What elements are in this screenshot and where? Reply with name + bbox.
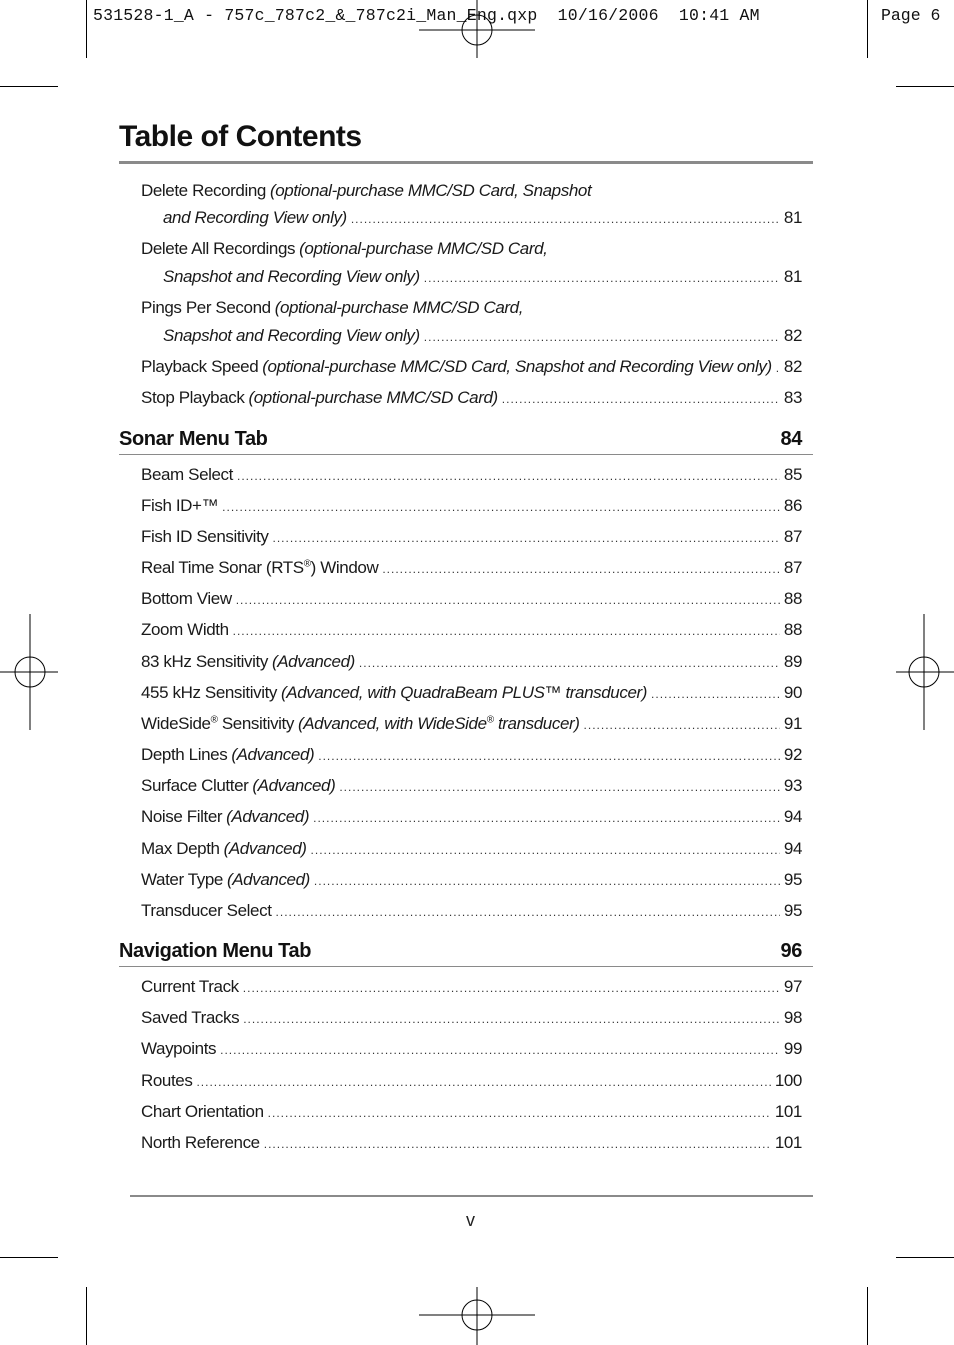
toc-entry-label: [141, 558, 378, 578]
dot-leader: [776, 361, 780, 375]
toc-page-number: 97: [783, 977, 802, 996]
dot-leader: [236, 593, 780, 607]
toc-entry[interactable]: [141, 1133, 802, 1153]
toc-page-number: 81: [783, 208, 802, 227]
toc-entry-note: (optional-purchase MMC/SD Card): [248, 388, 498, 407]
crop-mark: [86, 1287, 87, 1345]
toc-entry-label: Waypoints: [141, 1039, 217, 1058]
toc-page-number: 91: [783, 714, 802, 733]
toc-entry[interactable]: [141, 776, 802, 796]
dot-leader: [264, 1137, 771, 1151]
toc-entry-label: 455 kHz Sensitivity: [141, 683, 278, 702]
toc-entry-label: Surface Clutter: [141, 776, 249, 795]
toc-page-number: 88: [783, 620, 802, 639]
toc-page-number: 99: [783, 1039, 802, 1058]
toc-page-number: 82: [783, 326, 802, 345]
dot-leader: [382, 562, 780, 576]
toc-entry[interactable]: [141, 620, 802, 640]
toc-entry[interactable]: [141, 1039, 802, 1059]
toc-entry-note: (Advanced): [271, 652, 355, 671]
dot-leader: [220, 1043, 780, 1057]
toc-entry-label: Chart Orientation: [141, 1102, 264, 1121]
dot-leader: [584, 718, 780, 732]
registration-mark-icon: [419, 1285, 535, 1345]
toc-entry-note: (Advanced): [226, 870, 310, 889]
crop-mark: [867, 1287, 868, 1345]
toc-entry[interactable]: [141, 1071, 802, 1091]
section-heading-label: Navigation Menu Tab: [119, 940, 312, 962]
toc-entry[interactable]: [141, 558, 802, 578]
toc-entry-note-part: transducer): [493, 714, 580, 733]
dot-leader: [502, 392, 780, 406]
toc-page-number: 86: [783, 496, 802, 515]
toc-entry[interactable]: [141, 745, 802, 765]
toc-entry-label: 83 kHz Sensitivity: [141, 652, 268, 671]
toc-entry[interactable]: [141, 388, 802, 408]
toc-entry-label: Beam Select: [141, 465, 233, 484]
dot-leader: [243, 981, 780, 995]
toc-entry-label: [141, 714, 294, 734]
printer-slug-filename: 531528-1_A - 757c_787c2_&_787c2i_Man_Eng.qxp 10/16/2006 10:41 AM: [93, 6, 760, 25]
toc-entry-continuation[interactable]: [163, 326, 802, 346]
toc-entry-label-part: Real Time Sonar (RTS: [141, 558, 304, 577]
printer-slug-page: Page 6: [881, 6, 941, 25]
crop-mark: [0, 1257, 58, 1258]
dot-leader: [243, 1012, 780, 1026]
toc-page-number: 88: [783, 589, 802, 608]
toc-entry-label: Fish ID+™: [141, 496, 219, 515]
registration-mark-icon: [0, 614, 60, 730]
toc-page-number: 85: [783, 465, 802, 484]
section-heading-sonar[interactable]: [119, 428, 802, 451]
toc-page-number: 83: [783, 388, 802, 407]
toc-page-number: 98: [783, 1008, 802, 1027]
toc-entry[interactable]: [141, 357, 802, 377]
toc-entry-label: Playback Speed: [141, 357, 259, 376]
toc-page-number: 95: [783, 901, 802, 920]
toc-entry[interactable]: [141, 181, 591, 201]
toc-entry-label: Max Depth: [141, 839, 220, 858]
registered-mark: ®: [210, 714, 218, 726]
toc-entry[interactable]: [141, 298, 523, 318]
crop-mark: [896, 86, 954, 87]
dot-leader: [237, 469, 780, 483]
toc-entry-label: Current Track: [141, 977, 239, 996]
toc-entry-label: Bottom View: [141, 589, 232, 608]
registered-mark: ®: [486, 714, 494, 726]
dot-leader: [424, 271, 780, 285]
toc-entry-note: (Advanced, with QuadraBeam PLUS™ transducer): [281, 683, 648, 702]
toc-page-number: 81: [783, 267, 802, 286]
section-heading-label: Sonar Menu Tab: [119, 428, 268, 450]
toc-entry-label: Water Type: [141, 870, 223, 889]
title-rule: [119, 161, 813, 164]
toc-entry-label: Depth Lines: [141, 745, 228, 764]
toc-entry-note: (optional-purchase MMC/SD Card, Snapshot and Recording View only): [262, 357, 772, 376]
dot-leader: [424, 330, 780, 344]
dot-leader: [339, 780, 780, 794]
toc-entry-label: Fish ID Sensitivity: [141, 527, 269, 546]
dot-leader: [351, 212, 780, 226]
toc-page-number: 87: [783, 527, 802, 546]
toc-page-number: 82: [783, 357, 802, 376]
toc-entry-note: and Recording View only): [163, 208, 347, 227]
toc-page-number: 100: [774, 1071, 802, 1090]
dot-leader: [273, 531, 780, 545]
toc-page-number: 92: [783, 745, 802, 764]
toc-entry-label: Transducer Select: [141, 901, 272, 920]
section-rule: [119, 966, 813, 967]
dot-leader: [651, 687, 780, 701]
toc-page-number: 90: [783, 683, 802, 702]
toc-entry-label: Delete Recording: [141, 181, 266, 200]
toc-entry-label: Noise Filter: [141, 807, 223, 826]
dot-leader: [314, 874, 780, 888]
dot-leader: [311, 843, 780, 857]
crop-mark: [867, 0, 868, 58]
toc-entry-note: (Advanced): [231, 745, 315, 764]
page-title: Table of Contents: [119, 120, 362, 153]
toc-entry[interactable]: [141, 527, 802, 547]
toc-page-number: 101: [774, 1102, 802, 1121]
dot-leader: [222, 500, 780, 514]
registration-mark-icon: [419, 0, 535, 60]
dot-leader: [313, 811, 780, 825]
toc-entry[interactable]: [141, 901, 802, 921]
toc-entry[interactable]: [141, 839, 802, 859]
toc-entry-label: Saved Tracks: [141, 1008, 240, 1027]
toc-page-number: 89: [783, 652, 802, 671]
toc-entry[interactable]: [141, 977, 802, 997]
toc-entry-note: [298, 714, 580, 734]
toc-entry[interactable]: [141, 465, 802, 485]
toc-entry[interactable]: [141, 1008, 802, 1028]
toc-entry-label-part: Sensitivity: [217, 714, 294, 733]
toc-entry[interactable]: [141, 870, 802, 890]
toc-entry-label: Zoom Width: [141, 620, 229, 639]
crop-mark: [0, 86, 58, 87]
registered-mark: ®: [303, 558, 311, 570]
section-heading-navigation[interactable]: [119, 940, 802, 963]
toc-entry[interactable]: [141, 1102, 802, 1122]
toc-entry-label: Delete All Recordings: [141, 239, 296, 258]
toc-entry[interactable]: [141, 239, 548, 259]
toc-entry-note-part: (Advanced, with WideSide: [297, 714, 487, 733]
section-heading-page: 84: [780, 428, 802, 450]
toc-entry-continuation[interactable]: [163, 208, 802, 228]
footer-rule: [130, 1195, 813, 1197]
toc-entry[interactable]: [141, 496, 802, 516]
dot-leader: [196, 1075, 770, 1089]
dot-leader: [318, 749, 780, 763]
dot-leader: [233, 624, 780, 638]
toc-entry-continuation[interactable]: [163, 267, 802, 287]
toc-entry-note: (Advanced): [252, 776, 336, 795]
dot-leader: [276, 905, 780, 919]
toc-entry-label-part: ) Window: [310, 558, 379, 577]
toc-page-number: 101: [774, 1133, 802, 1152]
toc-page-number: 93: [783, 776, 802, 795]
toc-entry-label-part: WideSide: [141, 714, 211, 733]
section-heading-page: 96: [780, 940, 802, 962]
toc-entry-note: (optional-purchase MMC/SD Card,: [299, 239, 548, 258]
toc-entry-note: (Advanced): [223, 839, 307, 858]
dot-leader: [359, 656, 780, 670]
page-folio: v: [466, 1210, 475, 1230]
toc-page-number: 87: [783, 558, 802, 577]
section-rule: [119, 454, 813, 455]
toc-entry-note: (optional-purchase MMC/SD Card,: [274, 298, 524, 317]
crop-mark: [86, 0, 87, 58]
toc-entry[interactable]: [141, 683, 802, 703]
toc-entry-label: Pings Per Second: [141, 298, 271, 317]
toc-entry-label: Routes: [141, 1071, 193, 1090]
toc-entry[interactable]: [141, 589, 802, 609]
toc-page-number: 94: [783, 807, 802, 826]
toc-entry-note: (optional-purchase MMC/SD Card, Snapshot: [269, 181, 592, 200]
toc-page-number: 95: [783, 870, 802, 889]
crop-mark: [896, 1257, 954, 1258]
dot-leader: [268, 1106, 771, 1120]
toc-entry-note: (Advanced): [226, 807, 310, 826]
toc-entry-label: Stop Playback: [141, 388, 245, 407]
toc-page-number: 94: [783, 839, 802, 858]
toc-entry-note: Snapshot and Recording View only): [163, 267, 420, 286]
registration-mark-icon: [894, 614, 954, 730]
toc-entry-label: North Reference: [141, 1133, 260, 1152]
toc-entry-note: Snapshot and Recording View only): [163, 326, 420, 345]
toc-entry[interactable]: [141, 652, 802, 672]
toc-entry[interactable]: [141, 807, 802, 827]
toc-entry[interactable]: [141, 714, 802, 734]
